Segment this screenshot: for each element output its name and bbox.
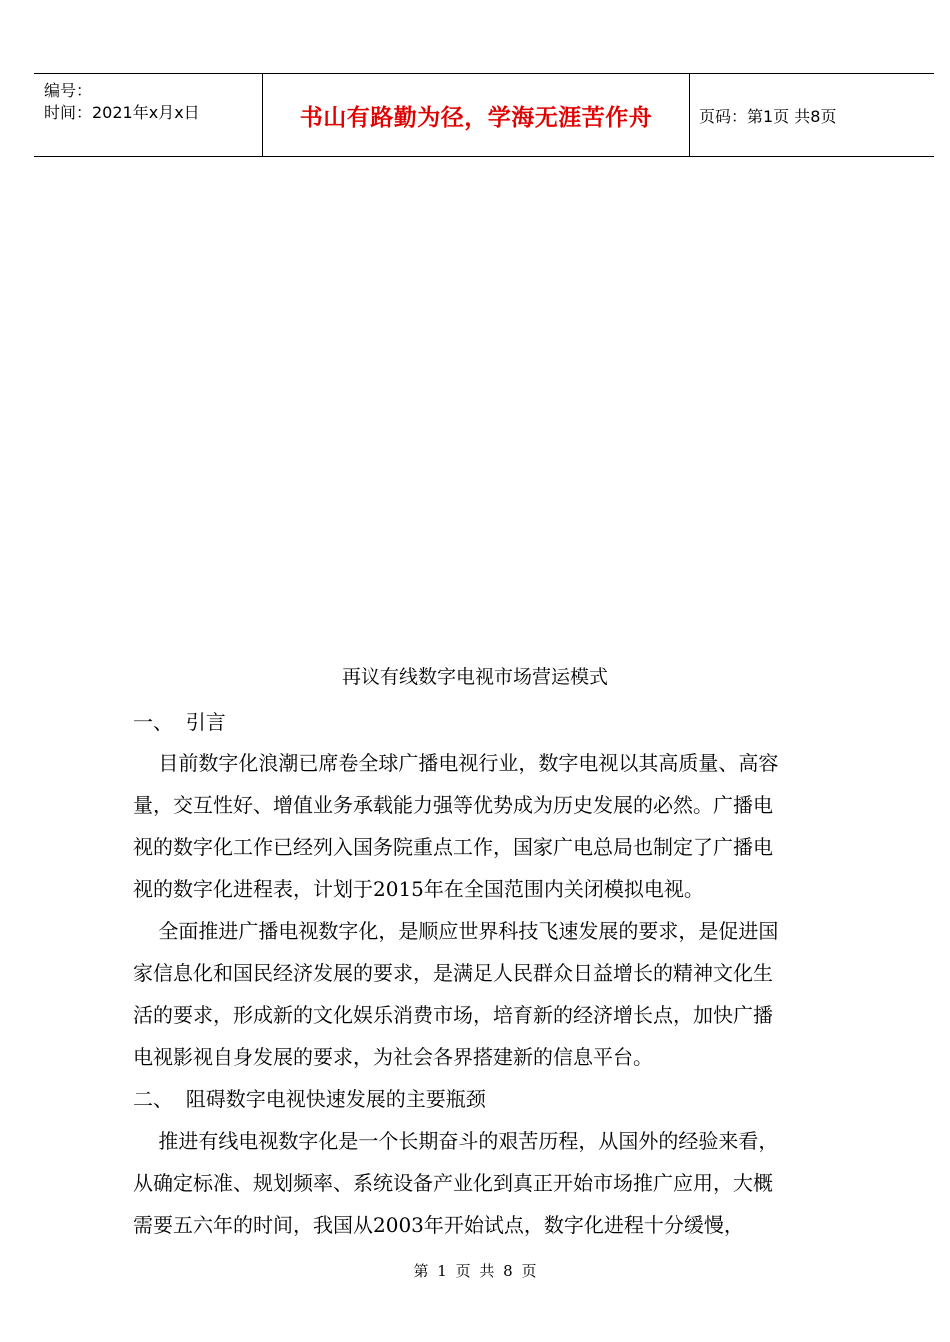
body-line: 电视影视自身发展的要求，为社会各界搭建新的信息平台。 — [133, 1045, 653, 1069]
body-line: 活的要求，形成新的文化娱乐消费市场，培育新的经济增长点，加快广播 — [133, 1003, 773, 1027]
page-footer: 第 1 页 共 8 页 — [413, 1262, 537, 1280]
body-line: 目前数字化浪潮已席卷全球广播电视行业，数字电视以其高质量、高容 — [133, 751, 779, 775]
motto-text: 书山有路勤为径，学海无涯苦作舟 — [299, 104, 653, 131]
document-time-label: 时间：2021年x月x日 — [44, 103, 200, 122]
body-line: 推进有线电视数字化是一个长期奋斗的艰苦历程，从国外的经验来看， — [133, 1129, 779, 1153]
section-heading-1: 一、 引言 — [133, 710, 226, 734]
section-heading-2: 二、 阻碍数字电视快速发展的主要瓶颈 — [133, 1087, 486, 1111]
header-page-cell — [689, 74, 934, 156]
body-line: 量，交互性好、增值业务承载能力强等优势成为历史发展的必然。广播电 — [133, 793, 773, 817]
document-title: 再议有线数字电视市场营运模式 — [341, 666, 608, 688]
body-line: 家信息化和国民经济发展的要求，是满足人民群众日益增长的精神文化生 — [133, 961, 773, 985]
header-motto-cell — [263, 74, 690, 156]
page-header — [34, 73, 934, 157]
body-line: 视的数字化进程表，计划于2015年在全国范围内关闭模拟电视。 — [133, 877, 704, 901]
header-page-number: 页码：第1页 共8页 — [699, 106, 837, 126]
body-line: 从确定标准、规划频率、系统设备产业化到真正开始市场推广应用，大概 — [133, 1171, 773, 1195]
body-line: 需要五六年的时间，我国从2003年开始试点，数字化进程十分缓慢， — [133, 1213, 744, 1237]
body-line: 全面推进广播电视数字化，是顺应世界科技飞速发展的要求，是促进国 — [133, 919, 779, 943]
body-line: 视的数字化工作已经列入国务院重点工作，国家广电总局也制定了广播电 — [133, 835, 773, 859]
document-number-label: 编号： — [44, 81, 93, 100]
header-info-cell — [34, 74, 263, 156]
